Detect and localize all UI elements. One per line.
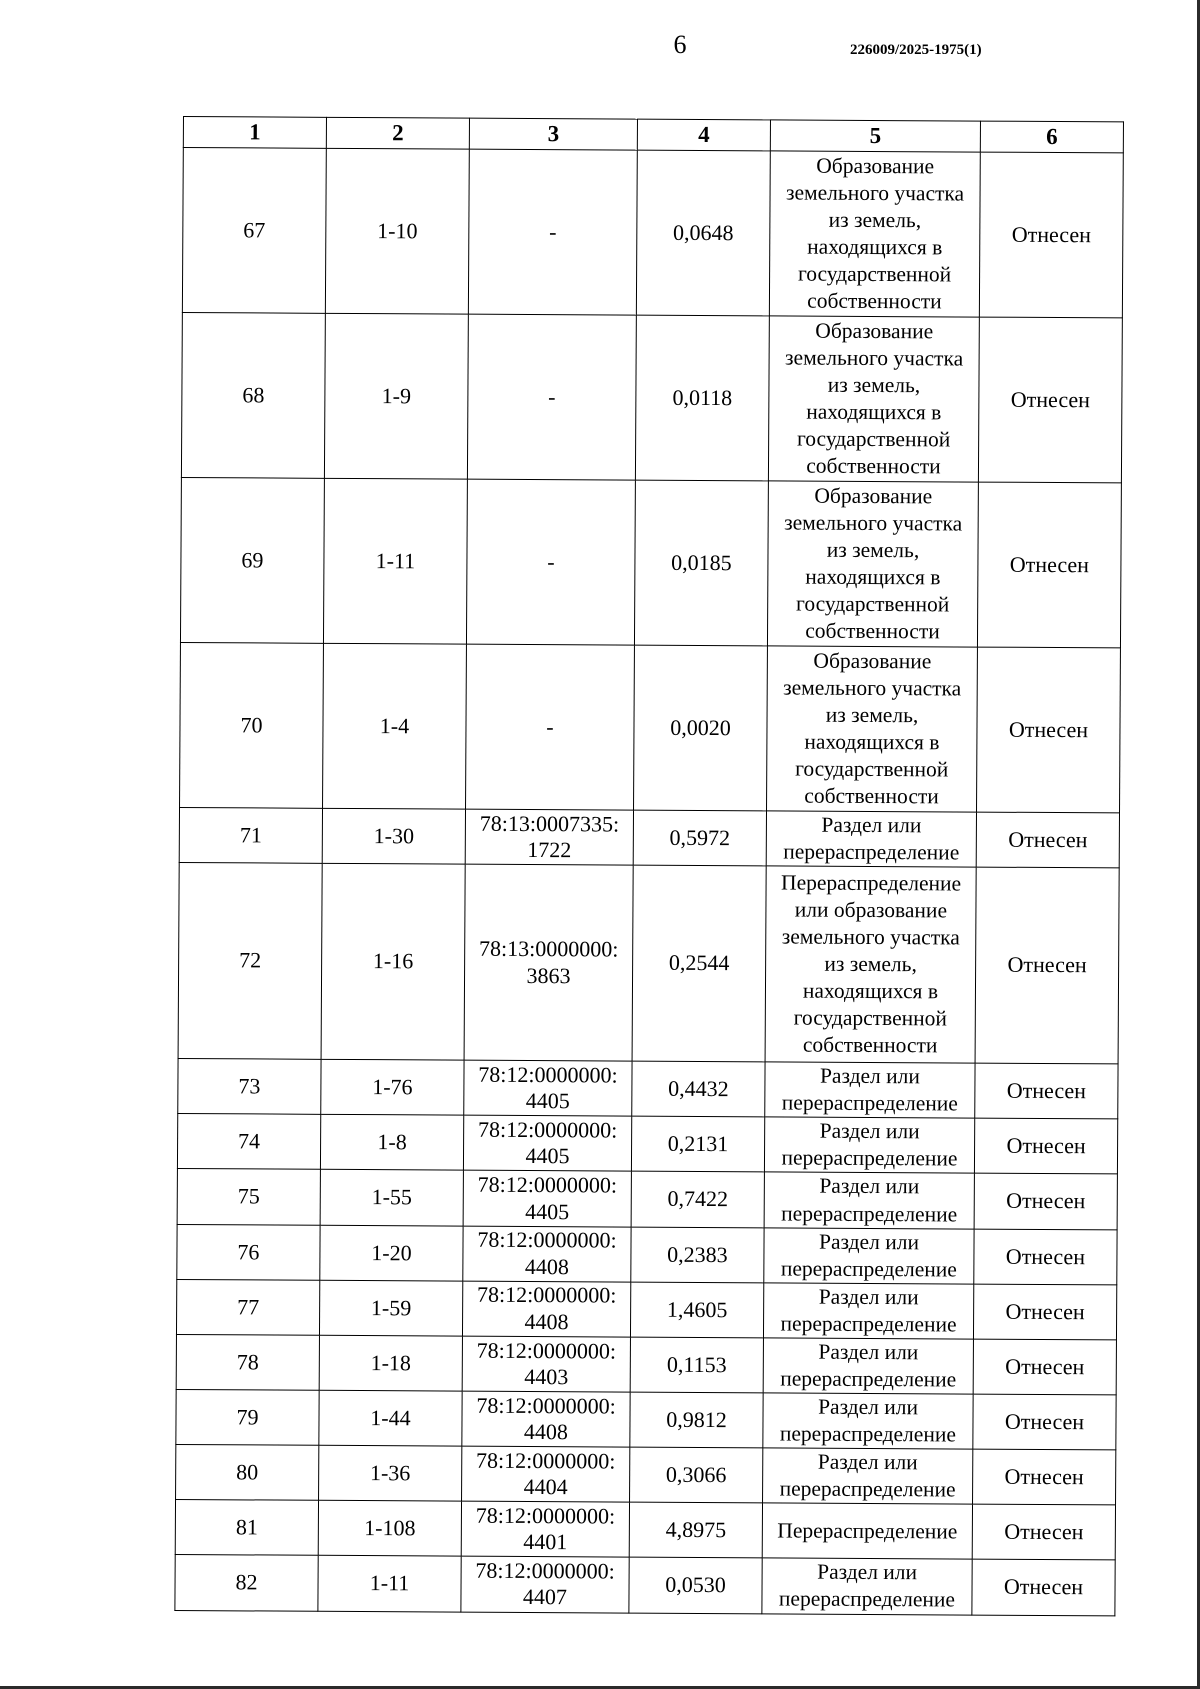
document-id: 226009/2025-1975(1) xyxy=(850,42,982,58)
cadastral-number-part: 4405 xyxy=(525,1143,570,1169)
table-row xyxy=(181,312,1122,482)
formation-method-line: Перераспределение xyxy=(777,1518,958,1544)
cadastral-number-part: 4408 xyxy=(523,1419,568,1445)
formation-method-cell xyxy=(767,481,978,647)
formation-method-line: из земель, xyxy=(826,537,920,563)
plot-id-cell: 1-76 xyxy=(321,1059,464,1115)
formation-method-cell xyxy=(762,1503,972,1559)
plot-id-cell: 1-11 xyxy=(318,1556,461,1612)
cadastral-number-cell xyxy=(462,1336,630,1392)
row-number-cell: 81 xyxy=(175,1500,318,1556)
table-row xyxy=(180,477,1121,647)
formation-method-line: Раздел или xyxy=(818,1339,919,1365)
cadastral-number-cell xyxy=(464,864,633,1061)
row-number-cell: 72 xyxy=(178,863,322,1060)
plot-id-cell: 1-11 xyxy=(323,478,467,644)
column-header: 3 xyxy=(469,118,637,150)
formation-method-line: собственности xyxy=(806,453,941,479)
formation-method-cell xyxy=(765,866,976,1063)
table-row xyxy=(176,1334,1116,1395)
table-row xyxy=(178,1059,1118,1120)
formation-method-line: собственности xyxy=(805,618,940,644)
status-cell: Отнесен xyxy=(972,1504,1115,1560)
cadastral-number-cell xyxy=(468,149,637,315)
table-row xyxy=(179,807,1119,868)
table-row xyxy=(178,863,1119,1064)
cadastral-number-part: 78:12:0000000: xyxy=(478,1061,618,1088)
area-cell: 0,0020 xyxy=(634,645,768,811)
row-number-cell: 76 xyxy=(177,1224,320,1280)
formation-method-line: перераспределение xyxy=(781,1201,958,1227)
area-cell: 0,0118 xyxy=(635,315,769,481)
cadastral-number-part: - xyxy=(546,713,554,739)
status-cell: Отнесен xyxy=(974,1174,1117,1230)
plot-id-cell: 1-8 xyxy=(320,1115,463,1171)
formation-method-cell xyxy=(769,151,980,317)
cadastral-number-part: 4408 xyxy=(524,1308,569,1335)
formation-method-line: собственности xyxy=(802,1032,938,1058)
land-plots-table xyxy=(174,116,1124,1616)
formation-method-line: перераспределение xyxy=(781,1090,958,1116)
table-row xyxy=(177,1169,1117,1230)
formation-method-line: находящихся в xyxy=(804,729,940,755)
formation-method-cell xyxy=(764,1117,974,1173)
cadastral-number-cell xyxy=(464,1060,632,1116)
area-cell: 0,1153 xyxy=(630,1337,763,1393)
row-number-cell: 68 xyxy=(181,312,325,478)
formation-method-line: перераспределение xyxy=(779,1476,956,1502)
table-row xyxy=(180,642,1121,812)
row-number-cell: 78 xyxy=(176,1334,319,1390)
formation-method-cell xyxy=(763,1393,973,1449)
plot-id-cell: 1-16 xyxy=(321,863,465,1060)
plot-id-cell: 1-59 xyxy=(319,1280,462,1336)
status-cell: Отнесен xyxy=(973,1394,1116,1450)
formation-method-line: Раздел или xyxy=(818,1229,920,1254)
row-number-cell: 82 xyxy=(175,1555,318,1611)
cadastral-number-cell xyxy=(463,1171,631,1227)
plot-id-cell: 1-18 xyxy=(319,1335,462,1391)
plot-id-cell: 1-30 xyxy=(322,808,465,864)
area-cell: 0,0185 xyxy=(634,480,768,646)
formation-method-line: из земель, xyxy=(827,372,921,398)
formation-method-line: перераспределение xyxy=(779,1421,956,1447)
cadastral-number-part: 4405 xyxy=(525,1088,570,1114)
cadastral-number-part: 78:13:0000000: xyxy=(478,935,619,962)
formation-method-line: находящихся в xyxy=(805,564,941,590)
status-cell: Отнесен xyxy=(977,482,1121,648)
formation-method-line: находящихся в xyxy=(802,978,939,1004)
status-cell: Отнесен xyxy=(975,1063,1118,1119)
row-number-cell: 77 xyxy=(176,1279,319,1335)
formation-method-line: Раздел или xyxy=(817,1560,918,1585)
cadastral-number-cell xyxy=(466,644,635,810)
cadastral-number-part: 4403 xyxy=(524,1364,569,1390)
cadastral-number-part: 78:12:0000000: xyxy=(476,1392,616,1419)
cadastral-number-part: - xyxy=(547,548,555,574)
area-cell: 1,4605 xyxy=(630,1282,763,1338)
row-number-cell: 69 xyxy=(180,477,324,643)
plot-id-cell: 1-10 xyxy=(325,148,469,314)
table-body xyxy=(175,148,1123,1616)
row-number-cell: 75 xyxy=(177,1169,320,1225)
formation-method-line: перераспределение xyxy=(780,1311,957,1337)
formation-method-cell xyxy=(762,1558,972,1614)
cadastral-number-cell xyxy=(463,1226,631,1282)
formation-method-cell xyxy=(764,1172,974,1228)
formation-method-line: Перераспределение xyxy=(781,870,962,896)
formation-method-line: земельного участка xyxy=(784,510,963,536)
cadastral-number-part: 78:12:0000000: xyxy=(476,1337,617,1364)
cadastral-number-cell xyxy=(467,314,636,480)
cadastral-number-part: 78:13:0007335: xyxy=(479,810,620,837)
formation-method-line: государственной xyxy=(793,1005,947,1031)
formation-method-line: земельного участка xyxy=(785,180,965,206)
area-cell: 0,5972 xyxy=(633,810,766,866)
table-row xyxy=(177,1114,1117,1175)
status-cell: Отнесен xyxy=(973,1449,1116,1505)
cadastral-number-part: 4404 xyxy=(523,1474,568,1500)
cadastral-number-part: - xyxy=(548,383,556,409)
formation-method-cell xyxy=(768,316,979,482)
formation-method-line: находящихся в xyxy=(806,399,942,425)
status-cell: Отнесен xyxy=(975,867,1119,1064)
formation-method-cell xyxy=(766,811,976,867)
column-header: 5 xyxy=(770,120,980,152)
formation-method-cell xyxy=(763,1448,973,1504)
area-cell: 0,0530 xyxy=(629,1558,762,1614)
cadastral-number-cell xyxy=(463,1115,631,1171)
row-number-cell: 80 xyxy=(176,1445,319,1501)
formation-method-line: перераспределение xyxy=(780,1366,957,1392)
formation-method-line: находящихся в xyxy=(807,234,943,260)
plot-id-cell: 1-9 xyxy=(324,313,468,479)
table-row xyxy=(176,1390,1116,1451)
plot-id-cell: 1-20 xyxy=(320,1225,463,1281)
plot-id-cell: 1-108 xyxy=(318,1501,461,1557)
cadastral-number-part: 4408 xyxy=(524,1253,569,1279)
cadastral-number-part: 78:12:0000000: xyxy=(477,1227,617,1253)
formation-method-line: Раздел или xyxy=(818,1284,919,1310)
table-row xyxy=(177,1224,1117,1285)
formation-method-line: Образование xyxy=(815,318,934,344)
cadastral-number-cell xyxy=(465,809,633,865)
formation-method-line: государственной xyxy=(796,591,950,617)
cadastral-number-part: 4401 xyxy=(523,1529,568,1555)
formation-method-line: Раздел или xyxy=(818,1394,919,1420)
area-cell: 0,2544 xyxy=(632,865,766,1062)
column-header: 4 xyxy=(637,119,770,151)
area-cell: 0,0648 xyxy=(636,150,770,316)
cadastral-number-part: 78:12:0000000: xyxy=(476,1447,616,1474)
cadastral-number-part: 78:12:0000000: xyxy=(476,1282,617,1308)
column-header: 2 xyxy=(326,117,469,149)
formation-method-line: государственной xyxy=(797,261,952,287)
formation-method-line: земельного участка xyxy=(781,924,960,950)
plot-id-cell: 1-4 xyxy=(323,643,467,809)
area-cell: 0,2383 xyxy=(631,1227,764,1283)
plot-id-cell: 1-36 xyxy=(319,1446,462,1502)
status-cell: Отнесен xyxy=(973,1284,1116,1340)
cadastral-number-part: 1722 xyxy=(527,837,572,863)
formation-method-line: из земель, xyxy=(825,702,919,728)
area-cell: 0,2131 xyxy=(631,1116,764,1172)
column-header: 6 xyxy=(980,121,1123,153)
page-number: 6 xyxy=(673,30,687,59)
formation-method-line: из земель, xyxy=(824,951,917,977)
area-cell: 0,7422 xyxy=(631,1172,764,1228)
status-cell: Отнесен xyxy=(976,812,1119,868)
cadastral-number-part: 78:12:0000000: xyxy=(475,1502,616,1529)
status-cell: Отнесен xyxy=(979,152,1123,318)
cadastral-number-part: 78:12:0000000: xyxy=(477,1171,618,1198)
formation-method-line: Образование xyxy=(816,153,935,179)
formation-method-cell xyxy=(764,1227,974,1283)
cadastral-number-cell xyxy=(461,1557,629,1613)
status-cell: Отнесен xyxy=(974,1229,1117,1285)
table-row xyxy=(182,148,1123,318)
formation-method-line: Образование xyxy=(813,648,932,674)
status-cell: Отнесен xyxy=(978,317,1122,483)
cadastral-number-part: - xyxy=(549,218,557,244)
plot-id-cell: 1-55 xyxy=(320,1170,463,1226)
status-cell: Отнесен xyxy=(973,1339,1116,1395)
cadastral-number-part: 4407 xyxy=(522,1584,568,1610)
formation-method-line: Раздел или xyxy=(821,812,922,838)
cadastral-number-cell xyxy=(462,1391,630,1447)
cadastral-number-part: 78:12:0000000: xyxy=(477,1116,618,1143)
formation-method-line: перераспределение xyxy=(783,839,960,865)
cadastral-number-cell xyxy=(461,1502,629,1558)
formation-method-line: земельного участка xyxy=(783,675,962,701)
cadastral-number-cell xyxy=(462,1446,630,1502)
area-cell: 0,4432 xyxy=(632,1061,765,1117)
table-row xyxy=(175,1555,1115,1616)
formation-method-line: собственности xyxy=(804,783,939,809)
table-row xyxy=(175,1500,1115,1560)
formation-method-line: из земель, xyxy=(828,207,922,233)
formation-method-cell xyxy=(765,1062,975,1118)
formation-method-line: Раздел или xyxy=(817,1449,918,1475)
area-cell: 0,9812 xyxy=(630,1392,763,1448)
row-number-cell: 71 xyxy=(179,807,322,863)
row-number-cell: 70 xyxy=(180,642,324,808)
formation-method-line: земельного участка xyxy=(785,345,964,371)
row-number-cell: 73 xyxy=(178,1059,321,1115)
row-number-cell: 67 xyxy=(182,148,326,314)
column-header: 1 xyxy=(183,117,326,149)
cadastral-number-part: 3863 xyxy=(526,962,571,988)
formation-method-line: Раздел или xyxy=(819,1174,920,1199)
formation-method-cell xyxy=(767,646,978,812)
plot-id-cell: 1-44 xyxy=(319,1390,462,1446)
formation-method-line: перераспределение xyxy=(778,1586,956,1612)
cadastral-number-cell xyxy=(466,479,635,645)
cadastral-number-part: 78:12:0000000: xyxy=(475,1557,615,1584)
status-cell: Отнесен xyxy=(974,1118,1117,1174)
cadastral-number-cell xyxy=(462,1281,630,1337)
cadastral-number-part: 4405 xyxy=(525,1198,570,1224)
row-number-cell: 79 xyxy=(176,1390,319,1446)
formation-method-cell xyxy=(763,1338,973,1394)
formation-method-line: перераспределение xyxy=(780,1256,957,1282)
formation-method-line: собственности xyxy=(807,288,942,314)
area-cell: 0,3066 xyxy=(630,1447,763,1503)
formation-method-line: Раздел или xyxy=(819,1063,921,1089)
row-number-cell: 74 xyxy=(177,1114,320,1170)
formation-method-line: Раздел или xyxy=(819,1118,920,1144)
formation-method-line: или образование xyxy=(794,897,948,923)
area-cell: 4,8975 xyxy=(629,1503,762,1559)
formation-method-cell xyxy=(763,1283,973,1339)
status-cell: Отнесен xyxy=(972,1559,1115,1615)
formation-method-line: государственной xyxy=(796,426,951,452)
table-row xyxy=(176,1279,1116,1340)
formation-method-line: государственной xyxy=(795,756,949,782)
formation-method-line: перераспределение xyxy=(781,1145,958,1171)
formation-method-line: Образование xyxy=(814,483,933,509)
table-row xyxy=(176,1445,1116,1506)
status-cell: Отнесен xyxy=(977,647,1121,813)
